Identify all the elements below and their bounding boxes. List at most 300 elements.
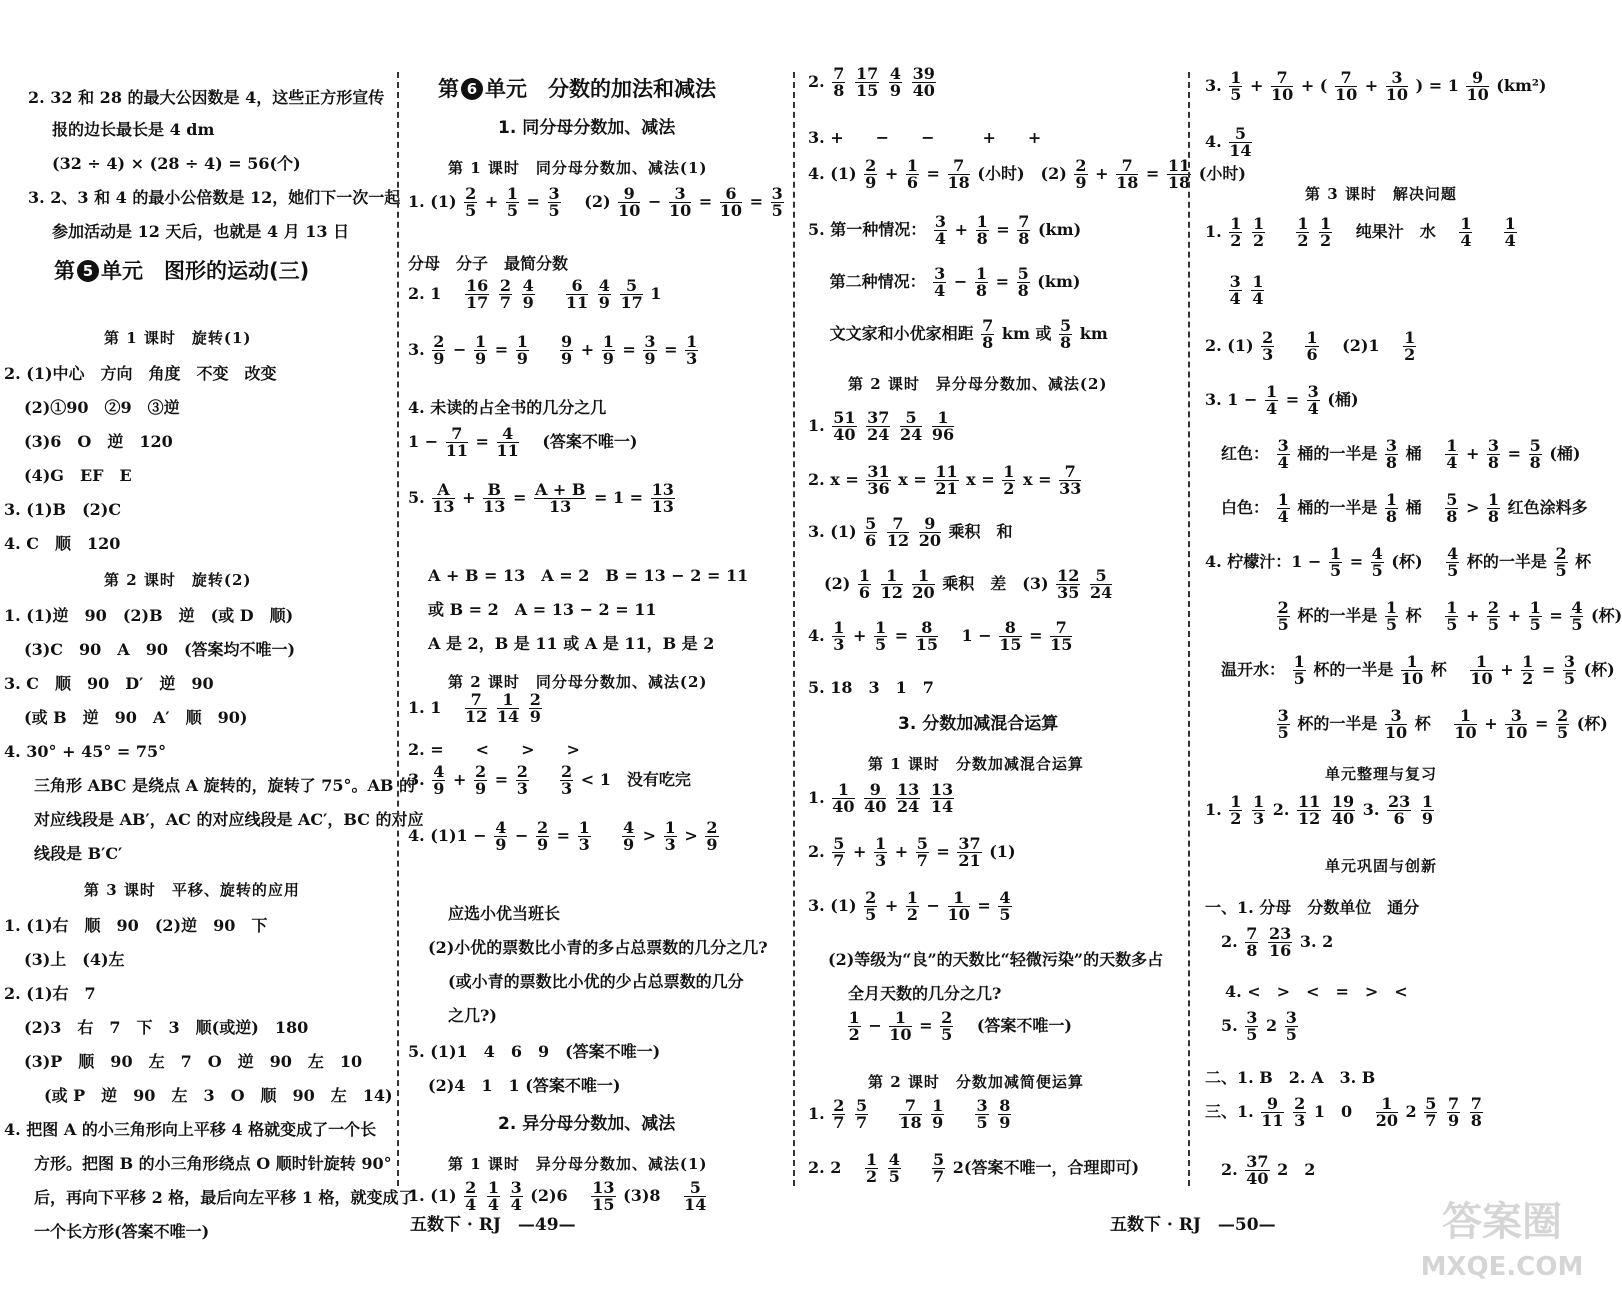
denominator: 14 [930,797,954,816]
denominator: 9 [516,349,528,368]
numerator: 4 [1447,544,1459,563]
denominator: 2 [1297,231,1309,250]
fraction [975,1098,988,1131]
fraction [998,890,1011,923]
numerator: 5 [856,1096,868,1115]
answer-line: 一、1. 分母 分数单位 通分 [1205,898,1420,917]
fraction [1229,216,1242,249]
numerator: 3 [1277,436,1289,455]
fraction [560,764,573,797]
answer-line: 2. = < > > [408,740,580,759]
fraction [560,334,573,367]
lesson-heading: 第 1 课时 分数加减混合运算 [868,755,1084,773]
denominator: 8 [975,281,987,300]
denominator: 4 [465,1195,477,1214]
answer-text: + [1465,606,1480,625]
numerator: 3 [1563,652,1576,671]
fraction [432,764,445,797]
denominator: 5 [874,635,887,654]
denominator: 14 [1229,141,1252,160]
denominator: 36 [867,479,890,498]
answer-text: = [475,432,489,451]
answer-text: = [1507,444,1522,463]
denominator: 9 [706,835,718,854]
denominator: 9 [433,779,445,798]
numerator: 1 [686,332,698,351]
numerator: 1 [975,264,987,283]
numerator: 3 [1246,1008,1258,1027]
answer-line: (或 B 逆 90 A′ 顺 90) [24,708,248,727]
fraction [864,516,877,549]
fraction [1385,492,1398,525]
answer-line [1205,708,1608,741]
fraction [889,1010,911,1043]
answer-line [408,426,638,459]
answer-text: 2 2 [1277,1160,1316,1179]
answer-text: (桶) [1327,390,1359,409]
numerator: 3 [1505,708,1527,725]
fraction [1470,1096,1483,1129]
fraction [899,1098,921,1131]
fraction [1466,70,1488,103]
numerator: 1 [948,890,970,907]
fraction [866,410,890,443]
answer-line: 4. C 顺 120 [4,534,121,553]
numerator: 5 [1229,126,1251,143]
numerator: 5 [933,1150,945,1169]
numerator: 1 [1454,708,1476,725]
denominator: 16 [1269,941,1292,960]
fraction [975,266,988,299]
answer-text: 4. (1) [808,164,857,183]
answer-text: (2) [808,574,851,593]
answer-line: 参加活动是 12 天后，也就是 4 月 13 日 [52,222,350,241]
answer-line [1205,546,1591,579]
answer-text: 1 0 [1313,1102,1369,1121]
fraction [906,158,919,191]
answer-text: 1. [808,416,831,435]
fraction [720,186,742,219]
fraction [474,764,487,797]
answer-line [808,318,1108,351]
answer-text: 1 − [408,432,439,451]
watermark-url: MXQE.COM [1420,1252,1584,1282]
numerator: A + B [534,480,586,499]
answer-line: (2)4 1 1 (答案不唯一) [428,1076,621,1095]
denominator: 4 [1277,507,1289,526]
answer-text: 1 [650,284,662,303]
answer-line: 4. 未读的占全书的几分之几 [408,398,607,417]
answer-text: 2. [808,72,831,91]
answer-text: 红色： [1205,444,1270,463]
denominator: 3 [1262,345,1274,364]
denominator: 2 [1230,231,1242,250]
fraction [832,620,845,653]
numerator: 4 [522,276,534,295]
numerator: 4 [495,818,507,837]
fraction [888,1152,901,1185]
denominator: 6 [906,173,918,192]
answer-line [808,266,1080,299]
answer-line [408,820,721,853]
fraction [598,278,611,311]
answer-text: 杯的一半是 [1466,552,1547,571]
denominator: 4 [510,1195,522,1214]
denominator: 2 [1253,231,1265,250]
lesson-heading: 第 3 课时 解决问题 [1305,185,1457,203]
numerator: 1 [664,818,676,837]
fraction [510,1180,523,1213]
denominator: 14 [684,1195,707,1214]
denominator: 20 [912,583,935,602]
fraction [832,410,856,443]
answer-text: 3. [408,770,431,789]
answer-text: − [514,826,529,845]
fraction [1017,266,1030,299]
fraction [1251,274,1264,307]
answer-line [808,836,1016,869]
numerator: 3 [1385,436,1398,455]
denominator: 40 [1331,809,1355,828]
answer-line: (3)上 (4)左 [24,950,125,969]
numerator: 9 [618,186,640,203]
answer-line: 2. 32 和 28 的最大公因数是 4，这些正方形宣传 [28,88,385,107]
answer-line: 或 B = 2 A = 13 − 2 = 11 [428,600,657,619]
denominator: 3 [833,635,845,654]
denominator: 10 [618,201,641,220]
numerator: 3 [1229,272,1241,291]
answer-text: 1. [1205,800,1228,819]
answer-line: 4. 把图 A 的小三角形向上平移 4 格就变成了一个长 [4,1120,377,1139]
answer-text: 2. [1205,1160,1244,1179]
answer-line [1205,654,1615,687]
numerator: 1 [497,692,519,709]
denominator: 9 [433,349,445,368]
numerator: 3 [1487,436,1500,455]
fraction [1421,794,1434,827]
denominator: 8 [1487,507,1500,526]
answer-text: = [926,164,940,183]
answer-line: (或 P 逆 90 左 3 O 顺 90 左 14) [44,1086,393,1105]
answer-text [952,1104,968,1123]
answer-text: (小时) [1198,164,1246,183]
fraction [934,464,958,497]
answer-line [808,516,1013,549]
numerator: 1 [833,618,845,637]
answer-text: = [494,770,509,789]
denominator: 7 [916,851,928,870]
numerator: 31 [867,462,890,481]
answer-text: + [954,220,968,239]
numerator: 4 [497,426,519,443]
answer-text: 1. 1 [408,698,458,717]
denominator: 10 [1334,85,1358,104]
numerator: 5 [1529,436,1541,455]
answer-line: 应选小优当班长 [448,904,561,923]
fraction [912,66,936,99]
answer-text: + [1484,714,1498,733]
fraction [1505,708,1527,741]
denominator: 12 [1298,809,1321,828]
denominator: 9 [536,835,549,854]
numerator: 1 [1253,214,1265,233]
denominator: 8 [1385,507,1398,526]
fraction [1459,216,1472,249]
answer-text: km 或 [1001,324,1052,343]
answer-text: − [926,896,940,915]
numerator: 2 [433,332,445,351]
numerator: 2 [499,276,511,295]
answer-text: + [853,626,867,645]
section-heading: 2. 异分母分数加、减法 [498,1114,676,1134]
denominator: 15 [999,635,1022,654]
denominator: 10 [947,905,970,924]
numerator: 5 [1090,568,1112,585]
numerator: 3 [669,186,691,203]
answer-text [598,826,614,845]
denominator: 5 [1329,561,1342,580]
answer-line [408,764,691,797]
answer-line: (2)等级为“良”的天数比“轻微污染”的天数多占 [828,950,1164,969]
denominator: 5 [1246,1025,1258,1044]
fraction [464,186,477,219]
fraction [1445,600,1458,633]
denominator: 4 [1504,231,1516,250]
answer-text [1273,222,1289,241]
answer-text: 白色： [1205,498,1270,517]
fraction [1556,708,1569,741]
answer-text: 4. 柠檬汁：1 − [1205,552,1322,571]
answer-line [808,620,1074,653]
numerator: 1 [1522,652,1534,671]
unit-number-badge: 5 [77,260,99,282]
numerator: 2 [1487,598,1500,617]
unit-title: 单元 分数的加法和减法 [485,77,716,101]
answer-line [808,66,938,99]
answer-line: 方形。把图 B 的小三角形绕点 O 顺时针旋转 90° [34,1154,392,1173]
numerator: 23 [1387,792,1411,811]
fraction [1470,654,1492,687]
fraction [685,334,698,367]
fraction [1385,708,1407,741]
answer-line [808,782,956,815]
denominator: 3 [874,851,887,870]
numerator: 5 [900,410,922,427]
answer-line: 三角形 ABC 是绕点 A 旋转的，旋转了 75°。AB 的 [34,776,416,795]
answer-text [1282,336,1298,355]
lesson-heading: 第 2 课时 分数加减简便运算 [868,1073,1084,1091]
denominator: 4 [1265,399,1278,418]
fraction [933,266,946,299]
fraction [578,820,591,853]
denominator: 11 [565,293,589,312]
fraction [1329,546,1342,579]
denominator: 13 [651,497,674,516]
answer-text: + [853,842,867,861]
column-divider [1188,72,1190,1186]
answer-line: 报的边长最长是 4 dm [52,120,215,139]
answer-line: 3. 2、3 和 4 的最小公倍数是 12，她们下一次一起 [28,188,401,207]
numerator: 1 [1487,490,1500,509]
answer-text: 2 [1405,1102,1417,1121]
answer-text: 3. [408,340,431,359]
answer-text: 2. [1205,932,1244,951]
numerator: 5 [1425,1094,1437,1113]
fraction [832,782,854,815]
numerator: 2 [865,156,877,175]
numerator: 5 [865,514,877,533]
numerator: 1 [1277,490,1289,509]
answer-text: = [512,488,527,507]
numerator: 1 [932,1096,944,1115]
answer-text: + [1250,76,1264,95]
denominator: 9 [644,349,656,368]
numerator: 7 [1116,158,1138,175]
numerator: 1 [474,332,487,351]
numerator: 7 [465,692,487,709]
numerator: 1 [874,834,887,853]
numerator: 1 [906,888,918,907]
answer-line: 一个长方形(答案不唯一) [34,1222,210,1241]
denominator: 10 [1385,85,1409,104]
numerator: 11 [1167,156,1191,175]
fraction [1487,492,1500,525]
fraction [957,836,981,869]
numerator: 23 [1269,924,1292,943]
numerator: 2 [465,184,477,203]
answer-text: (km²) [1496,76,1547,95]
answer-line [1205,70,1546,103]
answer-text: 3. [1205,76,1228,95]
answer-line: 对应线段是 AB′，AC 的对应线段是 AC′，BC 的对应 [34,810,424,829]
fraction [651,482,675,515]
answer-line: 二、1. B 2. A 3. B [1205,1068,1376,1087]
numerator: 1 [832,782,854,799]
numerator: 2 [941,1008,953,1027]
answer-line [408,334,700,367]
numerator: 1 [1446,598,1458,617]
denominator: 8 [833,81,845,100]
fraction [864,890,877,923]
denominator: 5 [1557,723,1569,742]
fraction [1277,438,1290,471]
denominator: 21 [935,479,958,498]
answer-text: 杯的一半是 [1297,606,1378,625]
answer-text: 1. (1) [408,192,457,211]
answer-text: = [919,1016,933,1035]
numerator: 1 [1293,652,1305,671]
denominator: 10 [719,201,743,220]
numerator: 5 [1446,490,1458,509]
denominator: 14 [496,707,520,726]
denominator: 3 [664,835,676,854]
answer-text: = [996,220,1010,239]
answer-text: 3. [1362,800,1385,819]
fraction [534,482,586,515]
answer-line: 1. (1)逆 90 (2)B 逆 (或 D 顺) [4,606,294,625]
answer-line [808,1152,1139,1185]
denominator: 18 [947,173,970,192]
fraction [1401,654,1423,687]
fraction [919,516,941,549]
fraction [948,158,970,191]
denominator: 8 [1529,453,1541,472]
denominator: 9 [474,349,487,368]
fraction [497,426,519,459]
fraction [1424,1096,1437,1129]
answer-line [1205,126,1254,159]
answer-line: 之几?) [448,1006,497,1025]
numerator: 2 [529,690,541,709]
answer-line: (2)①90 ②9 ③逆 [24,398,180,417]
denominator: 12 [880,583,903,602]
fraction [866,464,890,497]
fraction [976,214,989,247]
numerator: 7 [833,64,845,83]
denominator: 5 [976,1113,988,1132]
denominator: 10 [1400,669,1424,688]
fraction [506,186,519,219]
answer-text: 红色涂料多 [1507,498,1588,517]
answer-text: (2)1 [1326,336,1396,355]
numerator: 37 [958,834,981,853]
answer-text [876,1104,892,1123]
fraction [940,1010,953,1043]
fraction [1487,438,1500,471]
denominator: 8 [1446,507,1458,526]
numerator: 1 [848,1008,860,1027]
denominator: 6 [858,583,870,602]
answer-text: 2. 2 [808,1158,858,1177]
numerator: 1 [881,568,903,585]
denominator: 9 [495,835,507,854]
fraction [1229,70,1242,103]
denominator: 6 [1306,345,1318,364]
fraction [1245,926,1258,959]
denominator: 18 [899,1113,922,1132]
answer-line: 2. (1)中心 方向 角度 不变 改变 [4,364,277,383]
denominator: 8 [1487,453,1500,472]
numerator: 1 [1460,214,1472,233]
fraction [1446,546,1459,579]
answer-text: = [894,626,909,645]
denominator: 24 [1089,583,1113,602]
denominator: 5 [1230,85,1242,104]
fraction [896,782,920,815]
numerator: 8 [999,620,1021,637]
fraction [1252,794,1265,827]
denominator: 10 [1505,723,1528,742]
numerator: 51 [833,408,856,427]
answer-text: (答案不唯一) [526,432,638,451]
denominator: 10 [1270,85,1294,104]
numerator: 8 [999,1096,1011,1115]
denominator: 40 [912,81,935,100]
numerator: 1 [1297,214,1309,233]
answer-text: = [995,272,1009,291]
denominator: 3 [686,349,698,368]
fraction [1445,492,1458,525]
numerator: 1 [578,818,590,837]
answer-text [536,770,552,789]
fraction [931,1098,944,1131]
fraction [832,836,845,869]
numerator: 1 [1385,490,1398,509]
answer-text: (km) [1037,272,1081,291]
answer-text: < 1 没有吃完 [580,770,691,789]
numerator: 11 [1298,792,1321,811]
fraction [864,782,886,815]
